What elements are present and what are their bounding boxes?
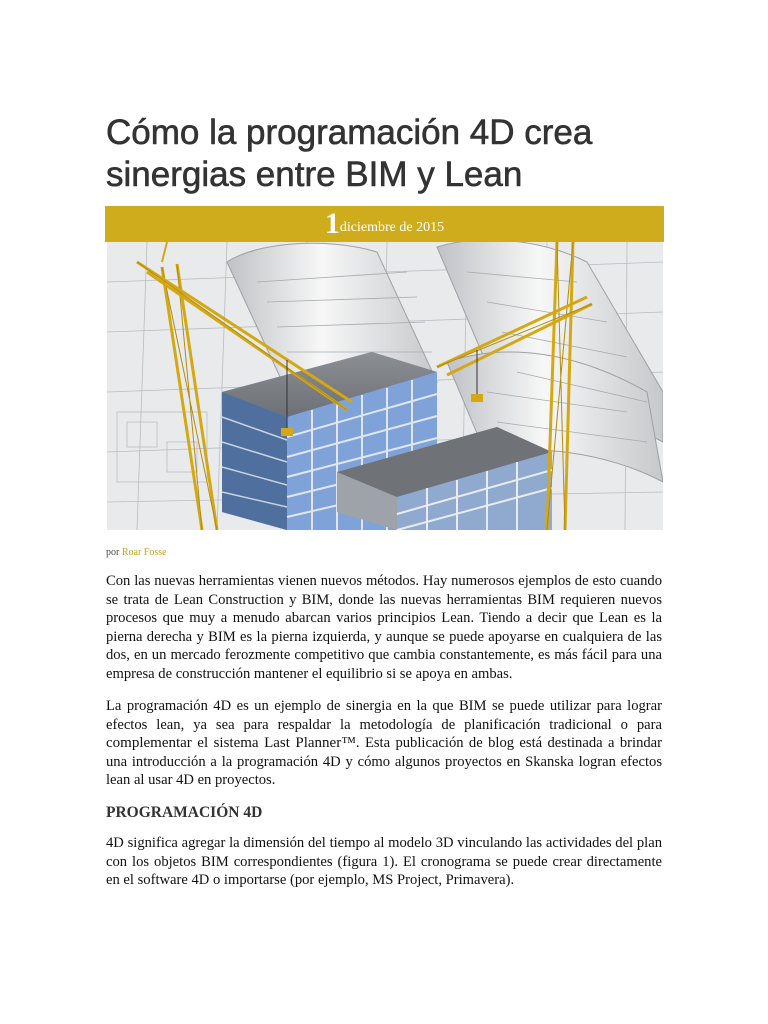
date-month-year: diciembre de 2015	[339, 220, 445, 235]
section-heading: PROGRAMACIÓN 4D	[106, 804, 263, 821]
title-line-1: Cómo la programación 4D crea	[106, 113, 593, 152]
paragraph-4d-synergy	[106, 697, 662, 790]
byline	[106, 547, 167, 558]
paragraph2-text-start: La programación 4D es un ejemplo de sinergia en la que BIM se puede utilizar para lograr efectos lean, ya sea para respaldar la metodología de planificación tradicional o para	[106, 698, 662, 733]
date-day: 1	[324, 207, 340, 240]
author-link[interactable]: Roar Fosse	[121, 547, 167, 558]
last-planner-link[interactable]: complementar el sistema Last Planner™	[106, 735, 356, 751]
date-banner	[105, 206, 664, 242]
paragraph2-text-end: . Esta publicación de blog está destinada a brindar una introducción a la programación 4D y cómo algunos proyectos en Skanska logran efectos lean al usar 4D en proyectos.	[106, 735, 662, 788]
construction-illustration	[107, 242, 663, 530]
paragraph-intro: Con las nuevas herramientas vienen nuevos métodos. Hay numerosos ejemplos de esto cuando se trata de Lean Construction y BIM, donde las nuevas herramientas BIM requieren nuevos procesos que muy a menudo abarcan varios principios Lean. Tiendo a decir que Lean es la pierna derecha y BIM es la pierna izquierda, y aunque se puede apoyarse en cualquiera de las dos, en un mercado ferozmente competitivo que cambia constantemente, es más fácil para una empresa de construcción mantener el equilibrio si se apoya en ambas.	[106, 573, 662, 682]
article-title	[106, 112, 686, 196]
paragraph-4d-definition: 4D significa agregar la dimensión del tiempo al modelo 3D vinculando las actividades del plan con los objetos BIM correspondientes (figura 1). El cronograma se puede crear directamente en el software 4D o importarse (por ejemplo, MS Project, Primavera).	[106, 835, 662, 888]
title-line-2: sinergias entre BIM y Lean	[106, 155, 523, 194]
hero-image	[107, 242, 663, 530]
byline-prefix: por	[106, 547, 120, 558]
